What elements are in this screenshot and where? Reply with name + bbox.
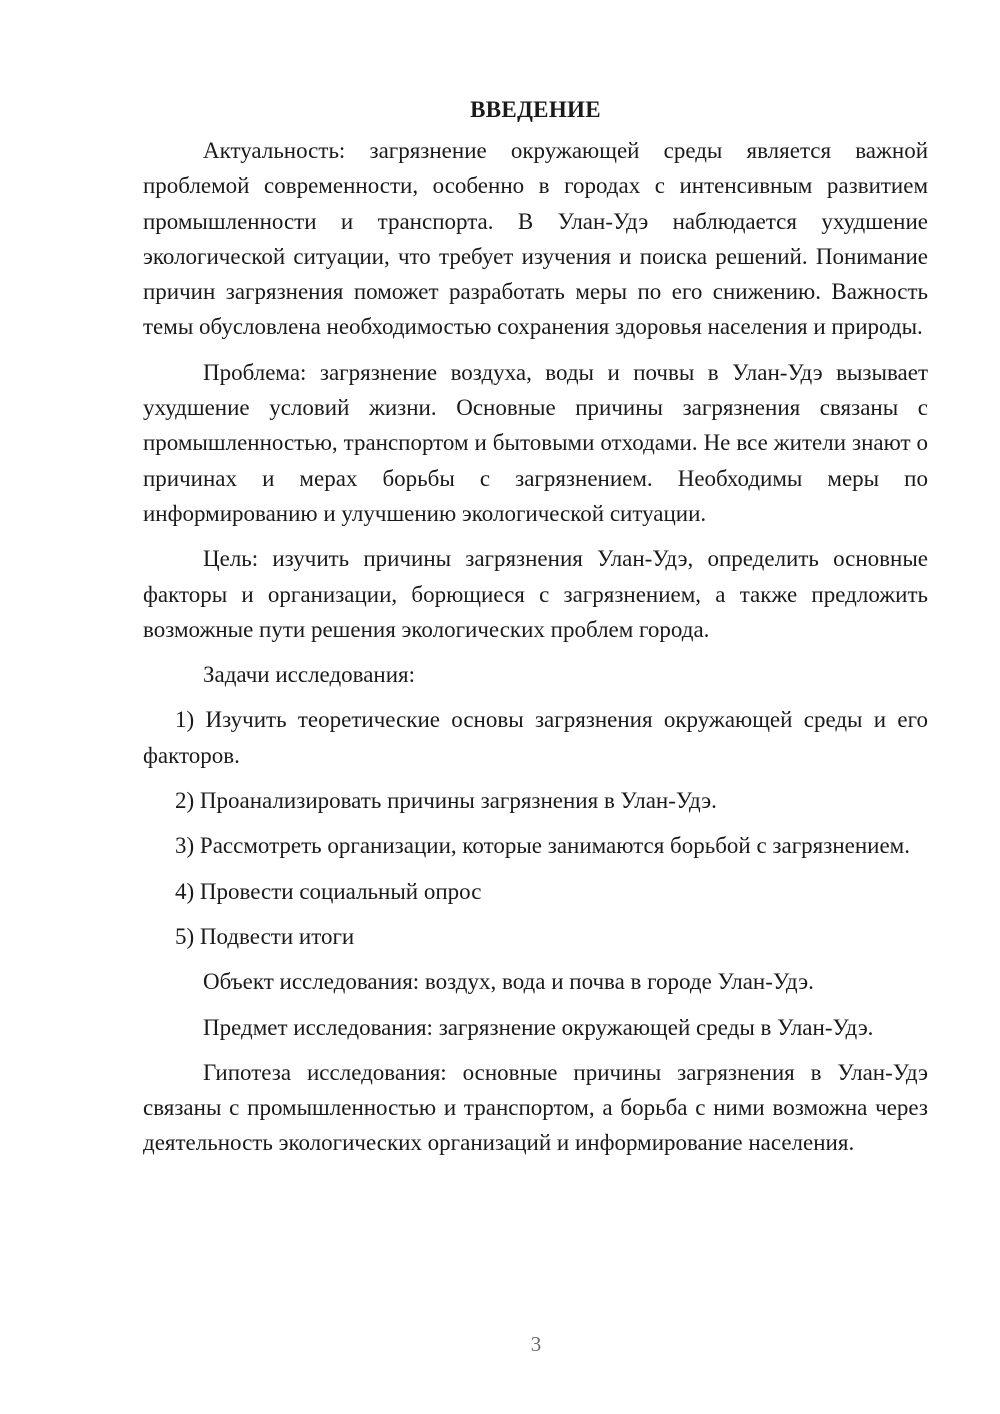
relevance-paragraph: Актуальность: загрязнение окружающей среды является важной проблемой современности, особенно в городах с интенсивным развитием промышленности и транспорта. В Улан-Удэ наблюдается ухудшение экологической ситуации, что требует изучения и поиска решений. Понимание причин загрязнения поможет разработать меры по его снижению. Важность темы обусловлена необходимостью сохранения здоровья населения и природы. <box>143 138 928 340</box>
document-page <box>143 95 928 1161</box>
list-item: 4) Провести социальный опрос <box>175 878 482 904</box>
problem-paragraph: Проблема: загрязнение воздуха, воды и почвы в Улан-Удэ вызывает ухудшение условий жизни. Основные причины загрязнения связаны с промышленностью, транспортом и бытовыми отходами. Не все жители знают о причинах и мерах борьбы с загрязнением. Необходимы меры по информированию и улучшению экологической ситуации. <box>143 359 928 526</box>
tasks-list <box>143 702 928 954</box>
list-item: 5) Подвести итоги <box>175 923 355 949</box>
list-item: 1) Изучить теоретические основы загрязнения окружающей среды и его факторов. <box>143 707 928 768</box>
list-item: 3) Рассмотреть организации, которые занимаются борьбой с загрязнением. <box>175 833 910 859</box>
tasks-title: Задачи исследования: <box>203 662 416 688</box>
list-item: 2) Проанализировать причины загрязнения в Улан-Удэ. <box>175 788 717 814</box>
hypothesis-paragraph: Гипотеза исследования: основные причины загрязнения в Улан-Удэ связаны с промышленностью и транспортом, а борьба с ними возможна через деятельность экологических организаций и информирование населения. <box>143 1059 928 1156</box>
object-paragraph: Объект исследования: воздух, вода и почва в городе Улан-Удэ. <box>203 969 814 995</box>
page-heading: ВВЕДЕНИЕ <box>470 97 601 122</box>
page-number: 3 <box>530 1332 542 1356</box>
subject-paragraph: Предмет исследования: загрязнение окружающей среды в Улан-Удэ. <box>203 1014 874 1040</box>
goal-paragraph: Цель: изучить причины загрязнения Улан-Удэ, определить основные факторы и организации, борющиеся с загрязнением, а также предложить возможные пути решения экологических проблем города. <box>143 546 928 642</box>
